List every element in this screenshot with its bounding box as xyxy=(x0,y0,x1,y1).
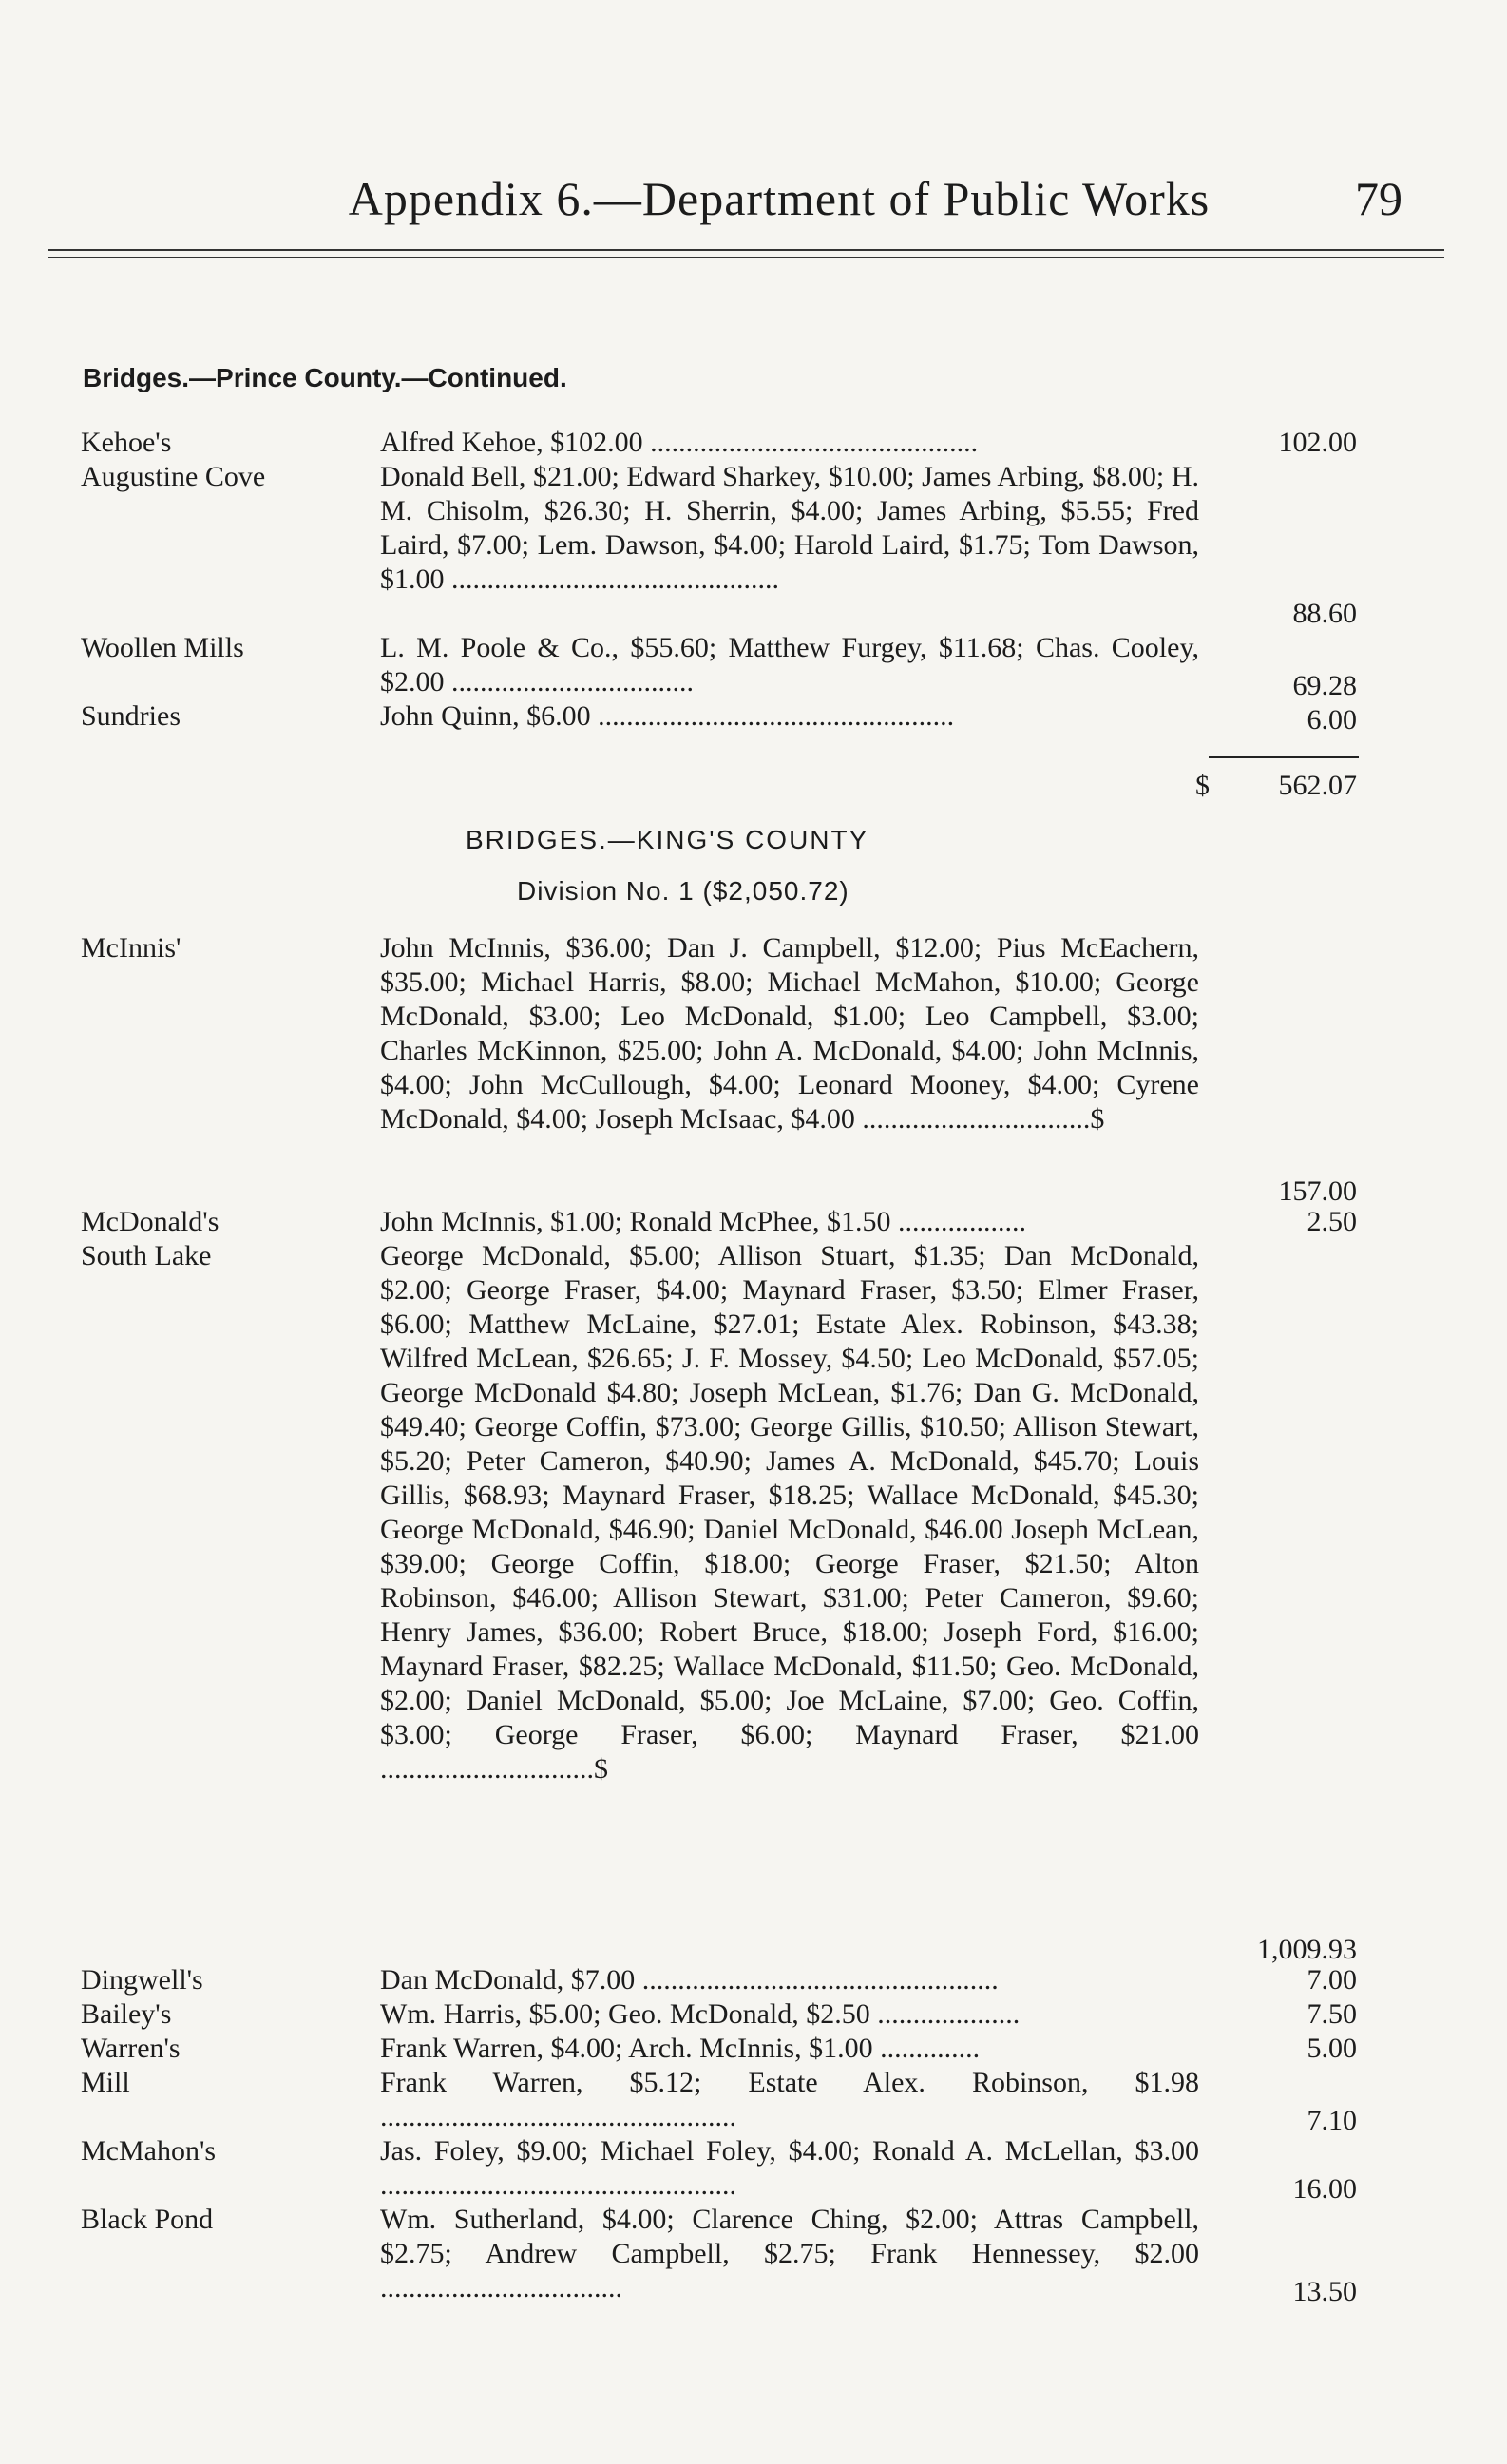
entry-place: South Lake xyxy=(81,1240,212,1271)
total-rule xyxy=(1209,756,1359,758)
entry-place: Woollen Mills xyxy=(81,632,244,663)
entry-payees: John Quinn, $6.00 .................................................. xyxy=(380,700,955,732)
entry-amount: 7.10 xyxy=(1307,2105,1357,2136)
total-amount: 562.07 xyxy=(1278,770,1357,801)
entry-place: Bailey's xyxy=(81,1998,172,2030)
entry-payees: Frank Warren, $4.00; Arch. McInnis, $1.00 .............. xyxy=(380,2033,981,2064)
page-header xyxy=(48,171,1459,228)
entry-payees: Wm. Sutherland, $4.00; Clarence Ching, $2.00; Attras Campbell, $2.75; Andrew Campbell, $2.75; Frank Hennessey, $2.00 .................................. xyxy=(380,2204,1199,2303)
section-caption: Bridges.—Prince County.—Continued. xyxy=(83,363,567,392)
running-head: Appendix 6.—Department of Public Works xyxy=(348,172,1211,225)
entry-amount: 16.00 xyxy=(1292,2173,1357,2205)
entry-amount: 7.00 xyxy=(1307,1964,1357,1996)
entry-payees: Wm. Harris, $5.00; Geo. McDonald, $2.50 .................... xyxy=(380,1998,1021,2030)
header-rule xyxy=(48,257,1444,258)
entry-payees: L. M. Poole & Co., $55.60; Matthew Furgey, $11.68; Chas. Cooley, $2.00 .................................. xyxy=(380,632,1199,697)
page-number: 79 xyxy=(1355,172,1402,225)
entry-payees: Alfred Kehoe, $102.00 .............................................. xyxy=(380,427,979,458)
entry-payees: George McDonald, $5.00; Allison Stuart, $1.35; Dan McDonald, $2.00; George Fraser, $4.00; Maynard Fraser, $3.50; Elmer Fraser, $6.00; Matthew McLaine, $27.01; Estate Alex. Robinson, $43.38; Wilfred McLean, $26.65; J. F. Mossey, $4.50; Leo McDonald, $57.05; George McDonald $4.80; Joseph McLean, $1.76; Dan G. McDonald, $49.40; George Coffin, $73.00; George Gillis, $10.50; Allison Stewart, $5.20; Peter Cameron, $40.90; James A. McDonald, $45.70; Louis Gillis, $68.93; Maynard Fraser, $18.25; Wallace McDonald, $45.30; George McDonald, $46.90; Daniel McDonald, $46.00 Joseph McLean, $39.00; George Coffin, $18.00; George Fraser, $21.50; Alton Robinson, $46.00; Allison Stewart, $31.00; Peter Cameron, $9.60; Henry James, $36.00; Robert Bruce, $18.00; Joseph Ford, $16.00; Maynard Fraser, $82.25; Wallace McDonald, $11.50; Geo. McDonald, $2.00; Daniel McDonald, $5.00; Joe McLaine, $7.00; Geo. Coffin, $3.00; George Fraser, $6.00; Maynard Fraser, $21.00 ..............................$ xyxy=(380,1240,1199,1785)
total-sign: $ xyxy=(1195,770,1210,801)
entry-place: Black Pond xyxy=(81,2204,214,2235)
entry-place: Sundries xyxy=(81,700,181,732)
entry-payees: Frank Warren, $5.12; Estate Alex. Robinson, $1.98 .................................................. xyxy=(380,2067,1199,2132)
entry-payees: John McInnis, $36.00; Dan J. Campbell, $12.00; Pius McEachern, $35.00; Michael Harris, $8.00; Michael McMahon, $10.00; George McDonald, $3.00; Leo McDonald, $1.00; Leo Campbell, $3.00; Charles McKinnon, $25.00; John A. McDonald, $4.00; John McInnis, $4.00; John McCullough, $4.00; Leonard Mooney, $4.00; Cyrene McDonald, $4.00; Joseph McIsaac, $4.00 ................................$ xyxy=(380,932,1199,1135)
header-rule xyxy=(48,249,1444,251)
entry-amount: 1,009.93 xyxy=(1257,1934,1357,1965)
entry-amount: 5.00 xyxy=(1307,2033,1357,2064)
county-heading: BRIDGES.—KING'S COUNTY xyxy=(466,825,869,854)
entry-place: Warren's xyxy=(81,2033,181,2064)
entry-place: Dingwell's xyxy=(81,1964,203,1996)
entry-amount: 69.28 xyxy=(1292,670,1357,701)
division-heading: Division No. 1 ($2,050.72) xyxy=(517,876,849,906)
entry-amount: 2.50 xyxy=(1307,1206,1357,1237)
entry-amount: 6.00 xyxy=(1307,704,1357,735)
entry-place: McDonald's xyxy=(81,1206,219,1237)
entry-amount: 157.00 xyxy=(1278,1175,1357,1207)
entry-amount: 7.50 xyxy=(1307,1998,1357,2030)
entry-place: Mill xyxy=(81,2067,130,2098)
entry-amount: 88.60 xyxy=(1292,598,1357,629)
entry-payees: Jas. Foley, $9.00; Michael Foley, $4.00; Ronald A. McLellan, $3.00 .................................................. xyxy=(380,2135,1199,2201)
entry-amount: 102.00 xyxy=(1278,427,1357,458)
entry-place: McInnis' xyxy=(81,932,181,964)
entry-place: McMahon's xyxy=(81,2135,217,2167)
entry-place: Kehoe's xyxy=(81,427,172,458)
entry-payees: Donald Bell, $21.00; Edward Sharkey, $10.00; James Arbing, $8.00; H. M. Chisolm, $26.30; H. Sherrin, $4.00; James Arbing, $5.55; Fred Laird, $7.00; Lem. Dawson, $4.00; Harold Laird, $1.75; Tom Dawson, $1.00 .............................................. xyxy=(380,461,1199,595)
entry-payees: Dan McDonald, $7.00 .................................................. xyxy=(380,1964,999,1996)
entry-amount: 13.50 xyxy=(1292,2276,1357,2307)
entry-payees: John McInnis, $1.00; Ronald McPhee, $1.50 .................. xyxy=(380,1206,1026,1237)
entry-place: Augustine Cove xyxy=(81,461,266,492)
